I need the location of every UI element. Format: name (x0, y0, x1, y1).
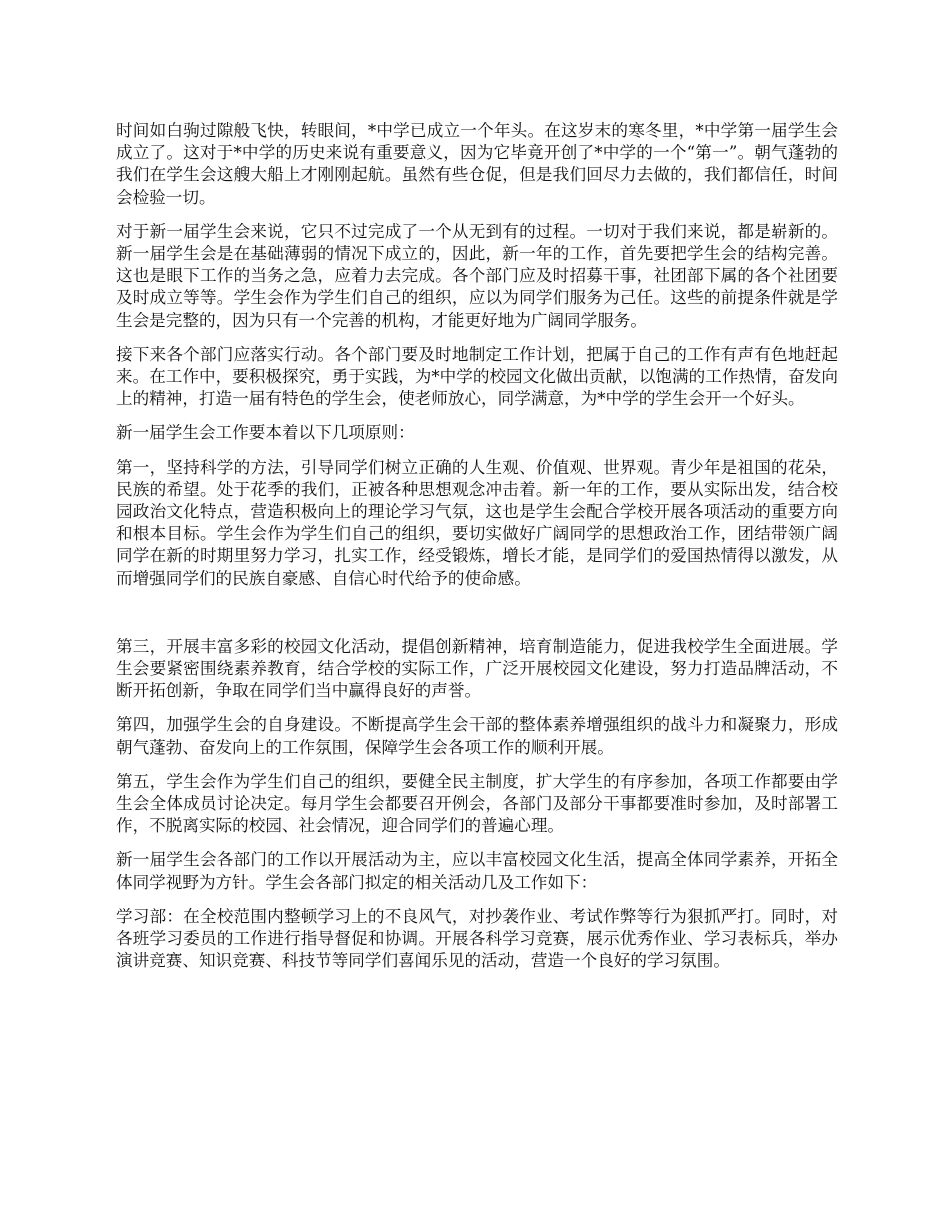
paragraph-principle-5: 第五，学生会作为学生们自己的组织，要健全民主制度，扩大学生的有序参加，各项工作都要由学生会全体成员讨论决定。每月学生会都要召开例会，各部门及部分干事都要准时参加，及时部署工作，不脱离实际的校园、社会情况，迎合同学们的普遍心理。 (116, 771, 838, 836)
paragraph-principles-heading: 新一届学生会工作要本着以下几项原则： (116, 423, 415, 443)
paragraph-principle-3: 第三，开展丰富多彩的校园文化活动，提倡创新精神，培育制造能力，促进我校学生全面进展。学生会要紧密围绕素养教育，结合学校的实际工作，广泛开展校园文化建设，努力打造品牌活动，不断开拓创新，争取在同学们当中赢得良好的声誉。 (116, 636, 838, 701)
paragraph-departments: 新一届学生会各部门的工作以开展活动为主，应以丰富校园文化生活，提高全体同学素养，开拓全体同学视野为方针。学生会各部门拟定的相关活动几及工作如下： (116, 850, 838, 892)
paragraph-intro: 时间如白驹过隙般飞快，转眼间，*中学已成立一个年头。在这岁末的寒冬里，*中学第一届学生会成立了。这对于*中学的历史来说有重要意义，因为它毕竟开创了*中学的一个“第一”。朝气蓬勃的我们在学生会这艘大船上才刚刚起航。虽然有些仓促，但是我们回尽力去做的，我们都信任，时间会检验一切。 (116, 121, 838, 207)
paragraph-structure: 对于新一届学生会来说，它只不过完成了一个从无到有的过程。一切对于我们来说，都是崭新的。新一届学生会是在基础薄弱的情况下成立的，因此，新一年的工作，首先要把学生会的结构完善。这也是眼下工作的当务之急，应着力去完成。各个部门应及时招募干事，社团部下属的各个社团要及时成立等等。学生会作为学生们自己的组织，应以为同学们服务为己任。这些的前提条件就是学生会是完整的，因为只有一个完善的机构，才能更好地为广阔同学服务。 (116, 221, 838, 330)
document-body (116, 120, 838, 973)
paragraph-action: 接下来各个部门应落实行动。各个部门要及时地制定工作计划，把属于自己的工作有声有色地赶起来。在工作中，要积极探究，勇于实践，为*中学的校园文化做出贡献，以饱满的工作热情，奋发向上的精神，打造一届有特色的学生会，使老师放心，同学满意，为*中学的学生会开一个好头。 (116, 344, 838, 409)
paragraph-principle-1: 第一，坚持科学的方法，引导同学们树立正确的人生观、价值观、世界观。青少年是祖国的花朵，民族的希望。处于花季的我们，正被各种思想观念冲击着。新一年的工作，要从实际出发，结合校园政治文化特点，营造积极向上的理论学习气氛，这也是学生会配合学校开展各项活动的重要方向和根本目标。学生会作为学生们自己的组织，要切实做好广阔同学的思想政治工作，团结带领广阔同学在新的时期里努力学习，扎实工作，经受锻炼，增长才能，是同学们的爱国热情得以激发，从而增强同学们的民族自豪感、自信心时代给予的使命感。 (116, 457, 838, 588)
paragraph-principle-4: 第四，加强学生会的自身建设。不断提高学生会干部的整体素养增强组织的战斗力和凝聚力，形成朝气蓬勃、奋发向上的工作氛围，保障学生会各项工作的顺利开展。 (116, 715, 838, 757)
blank-gap (116, 602, 838, 636)
paragraph-study-dept: 学习部：在全校范围内整顿学习上的不良风气，对抄袭作业、考试作弊等行为狠抓严打。同时，对各班学习委员的工作进行指导督促和协调。开展各科学习竞赛，展示优秀作业、学习表标兵，举办演讲竞赛、知识竞赛、科技节等同学们喜闻乐见的活动，营造一个良好的学习氛围。 (116, 906, 838, 971)
